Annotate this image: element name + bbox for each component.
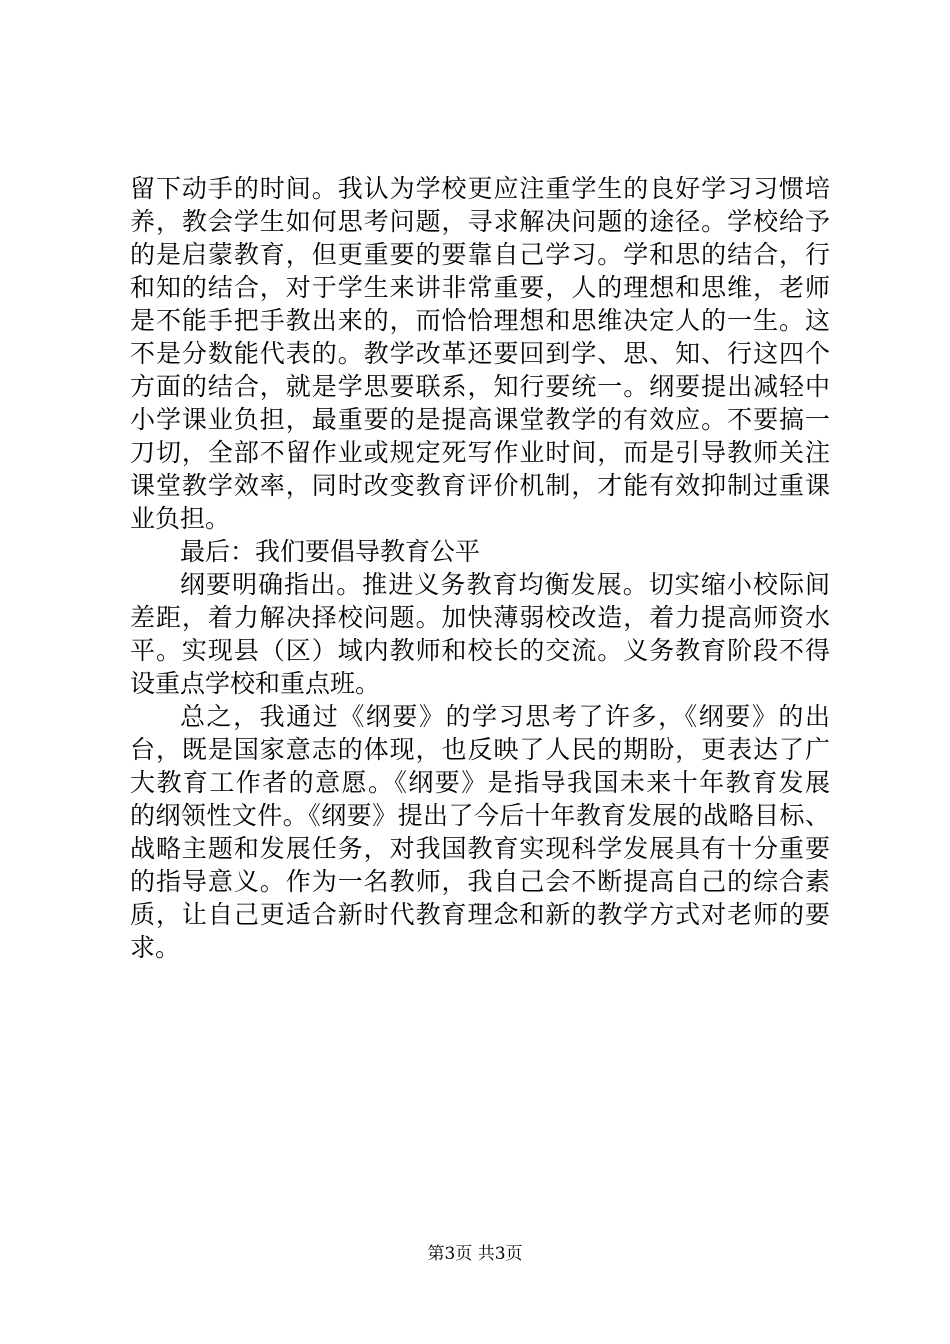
text-line: 设重点学校和重点班。 bbox=[130, 669, 381, 698]
text-line: 平。实现县（区）域内教师和校长的交流。义务教育阶段不得 bbox=[130, 636, 830, 665]
text-line: 差距，着力解决择校问题。加快薄弱校改造，着力提高师资水 bbox=[130, 603, 830, 632]
text-line: 纲要明确指出。推进义务教育均衡发展。切实缩小校际间 bbox=[180, 570, 830, 599]
text-line: 台，既是国家意志的体现，也反映了人民的期盼，更表达了广 bbox=[130, 735, 830, 764]
text-line: 刀切，全部不留作业或规定死写作业时间，而是引导教师关注 bbox=[130, 438, 830, 467]
text-line: 是不能手把手教出来的，而恰恰理想和思维决定人的一生。这 bbox=[130, 306, 830, 335]
text-line: 大教育工作者的意愿。《纲要》是指导我国未来十年教育发展 bbox=[130, 768, 830, 797]
text-line: 质，让自己更适合新时代教育理念和新的教学方式对老师的要 bbox=[130, 900, 830, 929]
text-line: 战略主题和发展任务，对我国教育实现科学发展具有十分重要 bbox=[130, 834, 830, 863]
text-line: 的是启蒙教育，但更重要的要靠自己学习。学和思的结合，行 bbox=[130, 240, 830, 269]
page-number-footer: 第3页 共3页 bbox=[427, 1244, 523, 1264]
text-line: 的纲领性文件。《纲要》提出了今后十年教育发展的战略目标、 bbox=[130, 801, 830, 830]
text-line: 小学课业负担，最重要的是提高课堂教学的有效应。不要搞一 bbox=[130, 405, 830, 434]
text-line: 不是分数能代表的。教学改革还要回到学、思、知、行这四个 bbox=[130, 339, 830, 368]
section-heading: 最后：我们要倡导教育公平 bbox=[180, 537, 481, 566]
text-line: 求。 bbox=[130, 933, 181, 962]
text-line: 养，教会学生如何思考问题，寻求解决问题的途径。学校给予 bbox=[130, 207, 830, 236]
text-line: 留下动手的时间。我认为学校更应注重学生的良好学习习惯培 bbox=[130, 174, 830, 203]
text-line: 的指导意义。作为一名教师，我自己会不断提高自己的综合素 bbox=[130, 867, 830, 896]
document-body bbox=[130, 172, 830, 964]
text-line: 业负担。 bbox=[130, 504, 231, 533]
text-line: 课堂教学效率，同时改变教育评价机制，才能有效抑制过重课 bbox=[130, 471, 830, 500]
text-line: 总之，我通过《纲要》的学习思考了许多，《纲要》的出 bbox=[180, 702, 830, 731]
text-line: 和知的结合，对于学生来讲非常重要，人的理想和思维，老师 bbox=[130, 273, 830, 302]
text-line: 方面的结合，就是学思要联系，知行要统一。纲要提出减轻中 bbox=[130, 372, 830, 401]
